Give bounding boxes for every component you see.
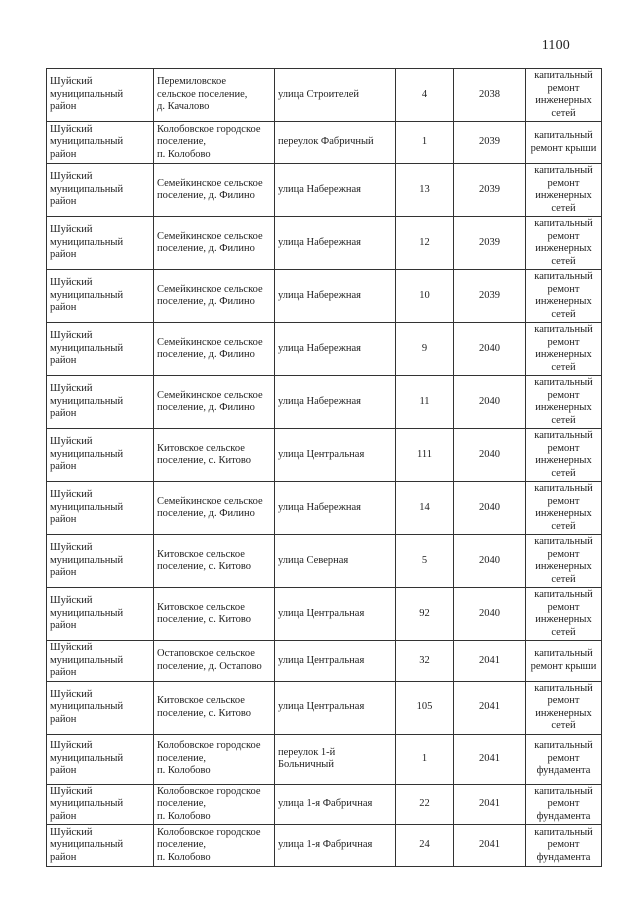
house-number-cell: 111 [396,429,454,482]
street-cell: улица Центральная [275,641,396,682]
page-number: 1100 [541,38,570,53]
house-number-cell: 1 [396,734,454,784]
house-number-cell: 14 [396,482,454,535]
street-cell: улица Набережная [275,270,396,323]
table-row [47,69,602,122]
street-cell: улица Центральная [275,681,396,734]
work-type-cell: капитальный ремонт инженерных сетей [526,69,602,122]
year-cell: 2040 [454,323,526,376]
year-cell: 2041 [454,681,526,734]
year-cell: 2040 [454,482,526,535]
district-cell: Шуйский муниципальный район [47,164,154,217]
table-row [47,122,602,164]
table-row [47,482,602,535]
house-number-cell: 10 [396,270,454,323]
settlement-cell: Колобовское городское поселение, п. Колобово [154,122,275,164]
work-type-cell: капитальный ремонт инженерных сетей [526,482,602,535]
year-cell: 2040 [454,535,526,588]
year-cell: 2039 [454,164,526,217]
year-cell: 2041 [454,784,526,825]
district-cell: Шуйский муниципальный район [47,588,154,641]
work-type-cell: капитальный ремонт фундамента [526,734,602,784]
street-cell: улица Набережная [275,217,396,270]
settlement-cell: Семейкинское сельское поселение, д. Филино [154,323,275,376]
house-number-cell: 1 [396,122,454,164]
work-type-cell: капитальный ремонт инженерных сетей [526,535,602,588]
district-cell: Шуйский муниципальный район [47,429,154,482]
settlement-cell: Китовское сельское поселение, с. Китово [154,429,275,482]
house-number-cell: 22 [396,784,454,825]
work-type-cell: капитальный ремонт крыши [526,122,602,164]
table-row [47,270,602,323]
house-number-cell: 11 [396,376,454,429]
year-cell: 2039 [454,217,526,270]
work-type-cell: капитальный ремонт фундамента [526,825,602,867]
settlement-cell: Семейкинское сельское поселение, д. Филино [154,376,275,429]
street-cell: улица 1-я Фабричная [275,784,396,825]
table-row [47,323,602,376]
work-type-cell: капитальный ремонт крыши [526,641,602,682]
year-cell: 2040 [454,376,526,429]
year-cell: 2040 [454,429,526,482]
table-row [47,681,602,734]
house-number-cell: 92 [396,588,454,641]
district-cell: Шуйский муниципальный район [47,122,154,164]
district-cell: Шуйский муниципальный район [47,376,154,429]
district-cell: Шуйский муниципальный район [47,270,154,323]
district-cell: Шуйский муниципальный район [47,681,154,734]
table-row [47,784,602,825]
district-cell: Шуйский муниципальный район [47,825,154,867]
table-row [47,734,602,784]
table-row [47,429,602,482]
settlement-cell: Колобовское городское поселение, п. Колобово [154,734,275,784]
table-row [47,535,602,588]
work-type-cell: капитальный ремонт инженерных сетей [526,376,602,429]
street-cell: улица Центральная [275,588,396,641]
house-number-cell: 13 [396,164,454,217]
district-cell: Шуйский муниципальный район [47,323,154,376]
street-cell: переулок 1-й Больничный [275,734,396,784]
house-number-cell: 32 [396,641,454,682]
district-cell: Шуйский муниципальный район [47,482,154,535]
house-number-cell: 4 [396,69,454,122]
settlement-cell: Китовское сельское поселение, с. Китово [154,588,275,641]
street-cell: улица Северная [275,535,396,588]
year-cell: 2040 [454,588,526,641]
street-cell: улица Набережная [275,323,396,376]
work-type-cell: капитальный ремонт инженерных сетей [526,681,602,734]
work-type-cell: капитальный ремонт фундамента [526,784,602,825]
district-cell: Шуйский муниципальный район [47,217,154,270]
settlement-cell: Семейкинское сельское поселение, д. Филино [154,164,275,217]
street-cell: улица 1-я Фабричная [275,825,396,867]
table-row [47,217,602,270]
street-cell: улица Набережная [275,376,396,429]
work-type-cell: капитальный ремонт инженерных сетей [526,217,602,270]
street-cell: переулок Фабричный [275,122,396,164]
district-cell: Шуйский муниципальный район [47,734,154,784]
street-cell: улица Строителей [275,69,396,122]
house-number-cell: 12 [396,217,454,270]
table-row [47,588,602,641]
house-number-cell: 9 [396,323,454,376]
district-cell: Шуйский муниципальный район [47,784,154,825]
year-cell: 2041 [454,641,526,682]
table-row [47,164,602,217]
work-type-cell: капитальный ремонт инженерных сетей [526,588,602,641]
street-cell: улица Центральная [275,429,396,482]
settlement-cell: Китовское сельское поселение, с. Китово [154,535,275,588]
work-type-cell: капитальный ремонт инженерных сетей [526,429,602,482]
settlement-cell: Перемиловское сельское поселение, д. Качалово [154,69,275,122]
house-number-cell: 24 [396,825,454,867]
table-body [47,69,602,867]
house-number-cell: 105 [396,681,454,734]
repair-schedule-table [46,68,602,867]
table-row [47,825,602,867]
settlement-cell: Остаповское сельское поселение, д. Остапово [154,641,275,682]
district-cell: Шуйский муниципальный район [47,535,154,588]
table-row [47,641,602,682]
district-cell: Шуйский муниципальный район [47,69,154,122]
street-cell: улица Набережная [275,482,396,535]
settlement-cell: Семейкинское сельское поселение, д. Филино [154,217,275,270]
settlement-cell: Семейкинское сельское поселение, д. Филино [154,482,275,535]
house-number-cell: 5 [396,535,454,588]
street-cell: улица Набережная [275,164,396,217]
work-type-cell: капитальный ремонт инженерных сетей [526,164,602,217]
settlement-cell: Китовское сельское поселение, с. Китово [154,681,275,734]
year-cell: 2041 [454,734,526,784]
year-cell: 2038 [454,69,526,122]
year-cell: 2039 [454,270,526,323]
settlement-cell: Колобовское городское поселение, п. Колобово [154,784,275,825]
settlement-cell: Колобовское городское поселение, п. Колобово [154,825,275,867]
year-cell: 2039 [454,122,526,164]
district-cell: Шуйский муниципальный район [47,641,154,682]
settlement-cell: Семейкинское сельское поселение, д. Филино [154,270,275,323]
work-type-cell: капитальный ремонт инженерных сетей [526,323,602,376]
work-type-cell: капитальный ремонт инженерных сетей [526,270,602,323]
year-cell: 2041 [454,825,526,867]
table-row [47,376,602,429]
